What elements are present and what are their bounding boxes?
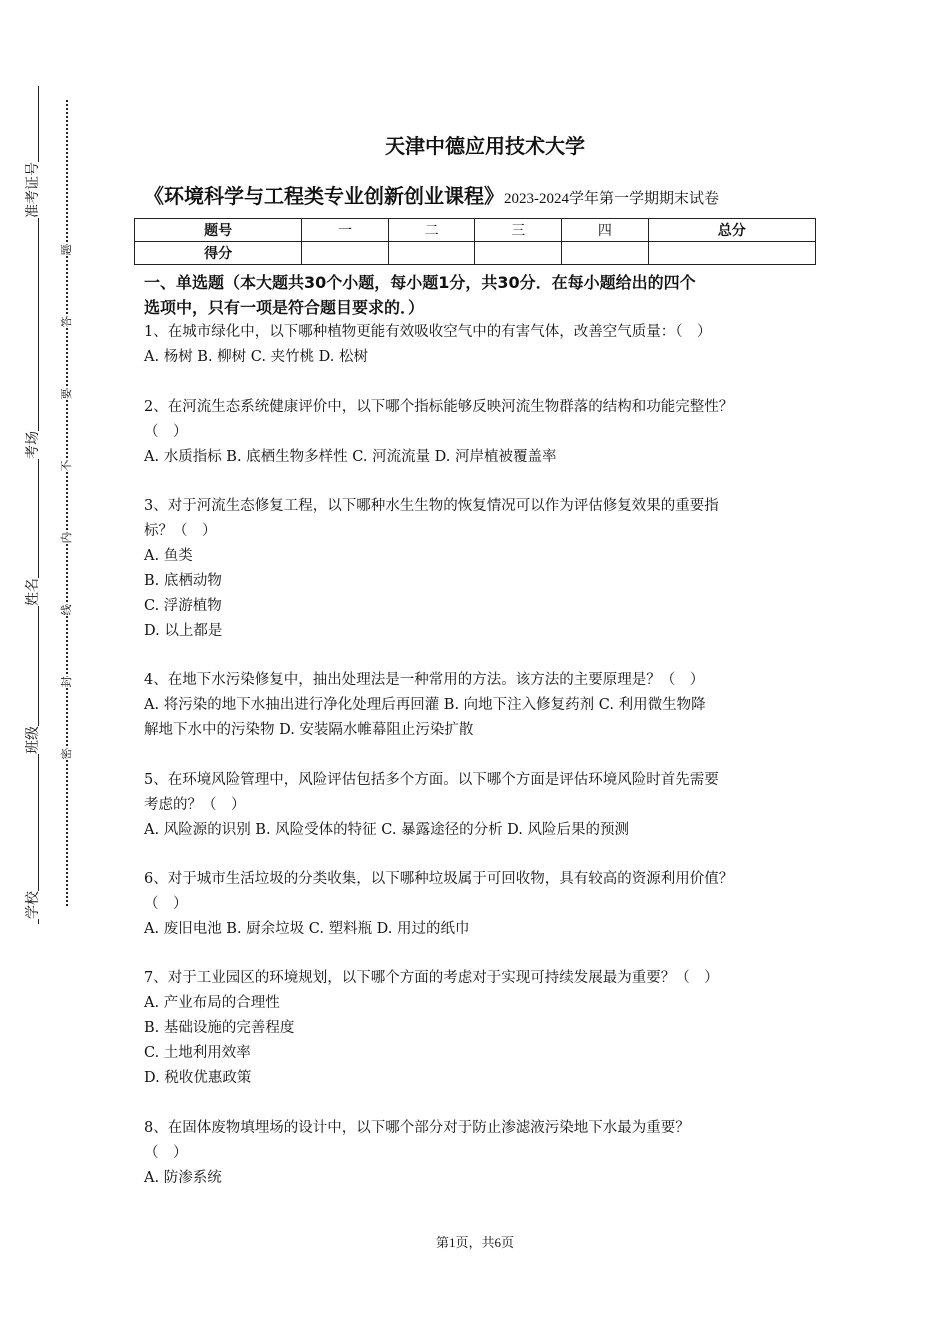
binding-margin: 准考证号 考场 姓名 班级 学校 题 答 要 不 内 线 封 密 xyxy=(0,0,110,1344)
question-option: B. 底栖动物 xyxy=(144,573,222,589)
score-header-cell: 题号 xyxy=(135,219,302,242)
score-cell[interactable] xyxy=(475,242,562,265)
score-table-score-row xyxy=(135,242,816,265)
question-stem: 4、在地下水污染修复中，抽出处理法是一种常用的方法。该方法的主要原理是？（ ） xyxy=(144,672,705,688)
university-title: 天津中德应用技术大学 xyxy=(385,134,585,158)
question-stem: 考虑的？（ ） xyxy=(144,797,246,813)
question-8 xyxy=(144,1116,824,1191)
page-footer: 第1页，共6页 xyxy=(435,1235,514,1250)
question-stem: （ ） xyxy=(144,1145,188,1161)
score-header-cell: 二 xyxy=(388,219,475,242)
binding-field-label: 姓名 xyxy=(20,578,44,606)
question-stem: 2、在河流生态系统健康评价中，以下哪个指标能够反映河流生物群落的结构和功能完整性？ xyxy=(144,399,734,415)
score-cell[interactable] xyxy=(648,242,815,265)
score-cell[interactable] xyxy=(388,242,475,265)
question-7 xyxy=(144,966,824,1091)
score-table xyxy=(134,218,816,265)
course-name: 《环境科学与工程类专业创新创业课程》 xyxy=(144,184,504,208)
question-3 xyxy=(144,494,824,644)
binding-field-label: 考场 xyxy=(20,431,44,459)
question-stem: 7、对于工业园区的环境规划，以下哪个方面的考虑对于实现可持续发展最为重要？（ ） xyxy=(144,970,719,986)
question-options: A. 风险源的识别 B. 风险受体的特征 C. 暴露途径的分析 D. 风险后果的预测 xyxy=(144,822,630,838)
question-option: B. 基础设施的完善程度 xyxy=(144,1020,295,1036)
question-option: A. 产业布局的合理性 xyxy=(144,995,280,1011)
question-1 xyxy=(144,320,824,370)
section-title-line: 一、单选题（本大题共30个小题，每小题1分，共30分．在每小题给出的四个 xyxy=(144,273,696,292)
question-option: D. 税收优惠政策 xyxy=(144,1070,252,1086)
question-6 xyxy=(144,867,824,942)
section-title-line: 选项中，只有一项是符合题目要求的．） xyxy=(144,298,425,317)
question-stem: 1、在城市绿化中，以下哪种植物更能有效吸收空气中的有害气体，改善空气质量：（ ） xyxy=(144,324,712,340)
question-2 xyxy=(144,395,824,470)
question-option: A. 鱼类 xyxy=(144,548,193,564)
score-cell[interactable] xyxy=(562,242,649,265)
question-stem: 3、对于河流生态修复工程，以下哪种水生生物的恢复情况可以作为评估修复效果的重要指 xyxy=(144,498,719,514)
question-option: C. 浮游植物 xyxy=(144,598,222,614)
score-cell[interactable] xyxy=(302,242,389,265)
question-option: C. 土地利用效率 xyxy=(144,1045,251,1061)
binding-field-label: 学校 xyxy=(20,891,44,919)
question-5 xyxy=(144,768,824,843)
question-option: A. 防渗系统 xyxy=(144,1170,222,1186)
question-options: A. 杨树 B. 柳树 C. 夹竹桃 D. 松树 xyxy=(144,349,369,365)
score-header-cell: 总分 xyxy=(648,219,815,242)
exam-term: 2023-2024学年第一学期期末试卷 xyxy=(504,191,719,207)
question-stem: 5、在环境风险管理中，风险评估包括多个方面。以下哪个方面是评估环境风险时首先需要 xyxy=(144,772,719,788)
section-title xyxy=(144,270,824,320)
question-options: 解地下水中的污染物 D. 安装隔水帷幕阻止污染扩散 xyxy=(144,722,474,738)
score-table-header-row xyxy=(135,219,816,242)
course-title-line xyxy=(144,180,844,209)
score-header-cell: 三 xyxy=(475,219,562,242)
question-stem: （ ） xyxy=(144,424,188,440)
score-header-cell: 四 xyxy=(562,219,649,242)
binding-field-label: 准考证号 xyxy=(20,162,44,218)
question-stem: 8、在固体废物填埋场的设计中，以下哪个部分对于防止渗滤液污染地下水最为重要？ xyxy=(144,1120,690,1136)
question-option: D. 以上都是 xyxy=(144,623,223,639)
binding-field-label: 班级 xyxy=(20,726,44,754)
question-options: A. 水质指标 B. 底栖生物多样性 C. 河流流量 D. 河岸植被覆盖率 xyxy=(144,449,557,465)
score-row-label: 得分 xyxy=(135,242,302,265)
question-stem: 标？（ ） xyxy=(144,523,217,539)
question-options: A. 废旧电池 B. 厨余垃圾 C. 塑料瓶 D. 用过的纸巾 xyxy=(144,921,470,937)
score-header-cell: 一 xyxy=(302,219,389,242)
seal-dotted-line xyxy=(66,100,68,906)
question-stem: 6、对于城市生活垃圾的分类收集，以下哪种垃圾属于可回收物，具有较高的资源利用价值？ xyxy=(144,871,734,887)
question-stem: （ ） xyxy=(144,896,188,912)
question-options: A. 将污染的地下水抽出进行净化处理后再回灌 B. 向地下注入修复药剂 C. 利用微生物降 xyxy=(144,697,706,713)
question-4 xyxy=(144,668,824,743)
